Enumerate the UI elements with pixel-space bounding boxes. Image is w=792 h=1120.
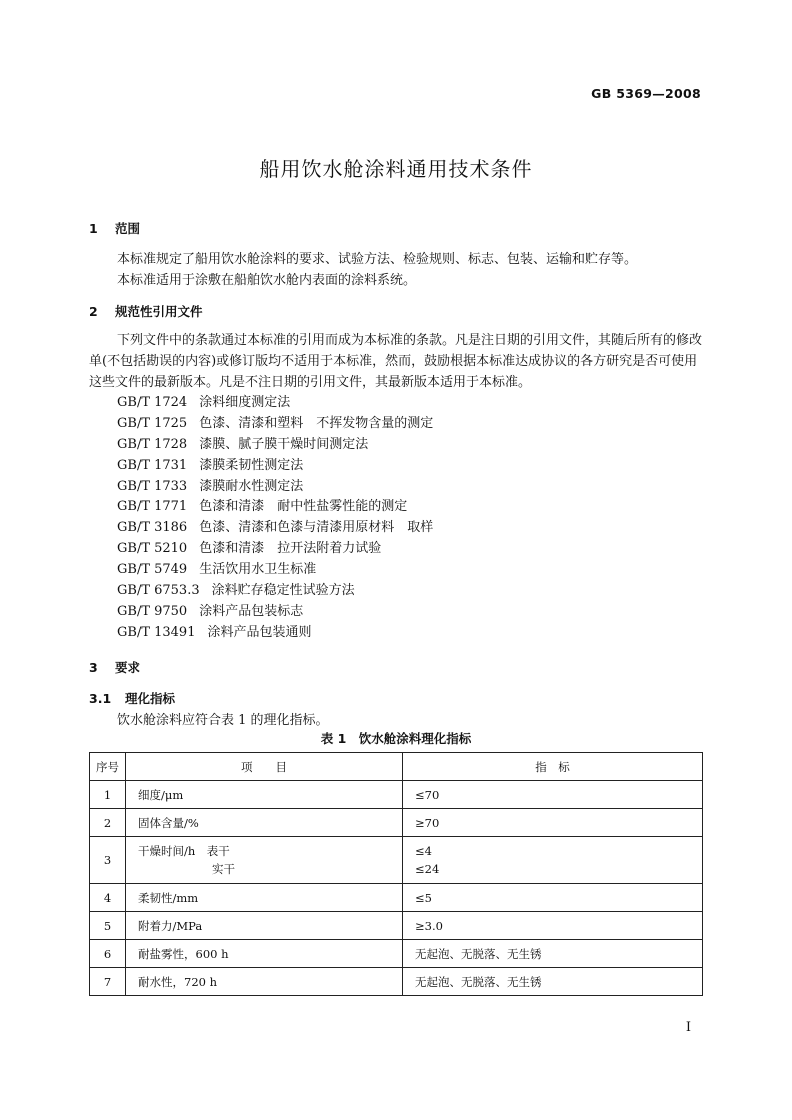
section-2-title: 规范性引用文件 [115,304,203,319]
table-header-row [90,753,703,781]
reference-code: GB/T 1731 [117,457,188,473]
row-no: 3 [90,837,126,884]
reference-title: 漆膜柔韧性测定法 [199,457,304,473]
reference-code: GB/T 1733 [117,478,188,494]
section-1-heading [89,219,140,237]
scope-paragraph-1: 本标准规定了船用饮水舱涂料的要求、试验方法、检验规则、标志、包装、运输和贮存等。 [117,252,638,267]
row-item [126,837,403,884]
table-row [90,940,703,968]
reference-code: GB/T 1771 [117,499,188,515]
reference-title: 色漆、清漆和色漆与清漆用原材料 取样 [199,520,434,536]
row-value: ≥70 [403,809,703,837]
reference-item [117,623,433,644]
row-value-line-1: ≤4 [415,844,432,858]
reference-item [117,602,433,623]
row-value: ≤70 [403,781,703,809]
reference-title: 色漆和清漆 耐中性盐雾性能的测定 [199,499,408,515]
row-item: 细度/μm [126,781,403,809]
row-item: 耐水性，720 h [126,968,403,996]
reference-code: GB/T 13491 [117,624,196,640]
section-2-heading [89,302,203,320]
reference-title: 漆膜耐水性测定法 [199,478,304,494]
table-row [90,968,703,996]
reference-title: 色漆、清漆和塑料 不挥发物含量的测定 [199,415,434,431]
table-row [90,884,703,912]
reference-title: 涂料产品包装标志 [199,603,304,619]
reference-item [117,414,433,435]
document-title: 船用饮水舱涂料通用技术条件 [259,157,533,181]
section-3-title: 要求 [115,660,141,675]
standard-number: GB 5369—2008 [591,86,701,101]
section-2-number: 2 [89,304,98,319]
reference-item [117,518,433,539]
section-3-1-number: 3.1 [89,691,112,706]
row-value [403,837,703,884]
row-item: 固体含量/% [126,809,403,837]
reference-item [117,581,433,602]
row-no: 1 [90,781,126,809]
row-value: ≤5 [403,884,703,912]
reference-code: GB/T 9750 [117,603,188,619]
row-item: 柔韧性/mm [126,884,403,912]
reference-code: GB/T 1724 [117,395,188,410]
properties-table [89,752,703,996]
row-value: ≥3.0 [403,912,703,940]
row-value-line-2: ≤24 [415,862,440,876]
reference-title: 漆膜、腻子膜干燥时间测定法 [199,436,369,452]
reference-title: 生活饮用水卫生标准 [199,562,317,578]
section-3-1-title: 理化指标 [125,691,176,706]
section-3-number: 3 [89,660,98,675]
reference-list [117,393,433,644]
row-item: 附着力/MPa [126,912,403,940]
section-1-title: 范围 [115,221,141,236]
reference-title: 涂料产品包装通则 [207,624,312,640]
reference-item [117,393,433,414]
reference-item [117,497,433,518]
row-item-line-1: 干燥时间/h 表干 [138,844,230,858]
reference-item [117,477,433,498]
row-no: 4 [90,884,126,912]
reference-code: GB/T 5749 [117,562,188,578]
header-no: 序号 [90,753,126,781]
row-no: 2 [90,809,126,837]
section-3-heading [89,658,140,676]
reference-code: GB/T 1728 [117,436,188,452]
reference-code: GB/T 1725 [117,415,188,431]
header-item: 项 目 [126,753,403,781]
reference-title: 涂料细度测定法 [199,395,291,410]
row-item-line-2: 实干 [212,862,235,876]
table-row [90,912,703,940]
row-value: 无起泡、无脱落、无生锈 [403,968,703,996]
section-3-1-text: 饮水舱涂料应符合表 1 的理化指标。 [117,713,329,728]
reference-code: GB/T 5210 [117,541,188,557]
row-no: 5 [90,912,126,940]
table-row [90,781,703,809]
reference-item [117,456,433,477]
reference-title: 色漆和清漆 拉开法附着力试验 [199,541,382,557]
header-value: 指 标 [403,753,703,781]
reference-item [117,435,433,456]
reference-item [117,560,433,581]
row-no: 6 [90,940,126,968]
reference-item [117,539,433,560]
normative-refs-intro: 下列文件中的条款通过本标准的引用而成为本标准的条款。凡是注日期的引用文件，其随后所有的修改单(不包括勘误的内容)或修订版均不适用于本标准，然而，鼓励根据本标准达成协议的各方研究是否可使用这些文件的最新版本。凡是不注日期的引用文件，其最新版本适用于本标准。 [89,333,703,390]
section-3-1-heading [89,689,175,707]
table-row [90,837,703,884]
reference-title: 涂料贮存稳定性试验方法 [211,583,355,599]
row-item: 耐盐雾性，600 h [126,940,403,968]
table-row [90,809,703,837]
page-number: I [685,1020,691,1035]
table-caption: 表 1 饮水舱涂料理化指标 [320,731,472,746]
reference-code: GB/T 3186 [117,520,188,536]
scope-paragraph-2: 本标准适用于涂敷在船舶饮水舱内表面的涂料系统。 [117,273,417,288]
reference-code: GB/T 6753.3 [117,583,200,599]
row-value: 无起泡、无脱落、无生锈 [403,940,703,968]
row-no: 7 [90,968,126,996]
section-1-number: 1 [89,221,98,236]
